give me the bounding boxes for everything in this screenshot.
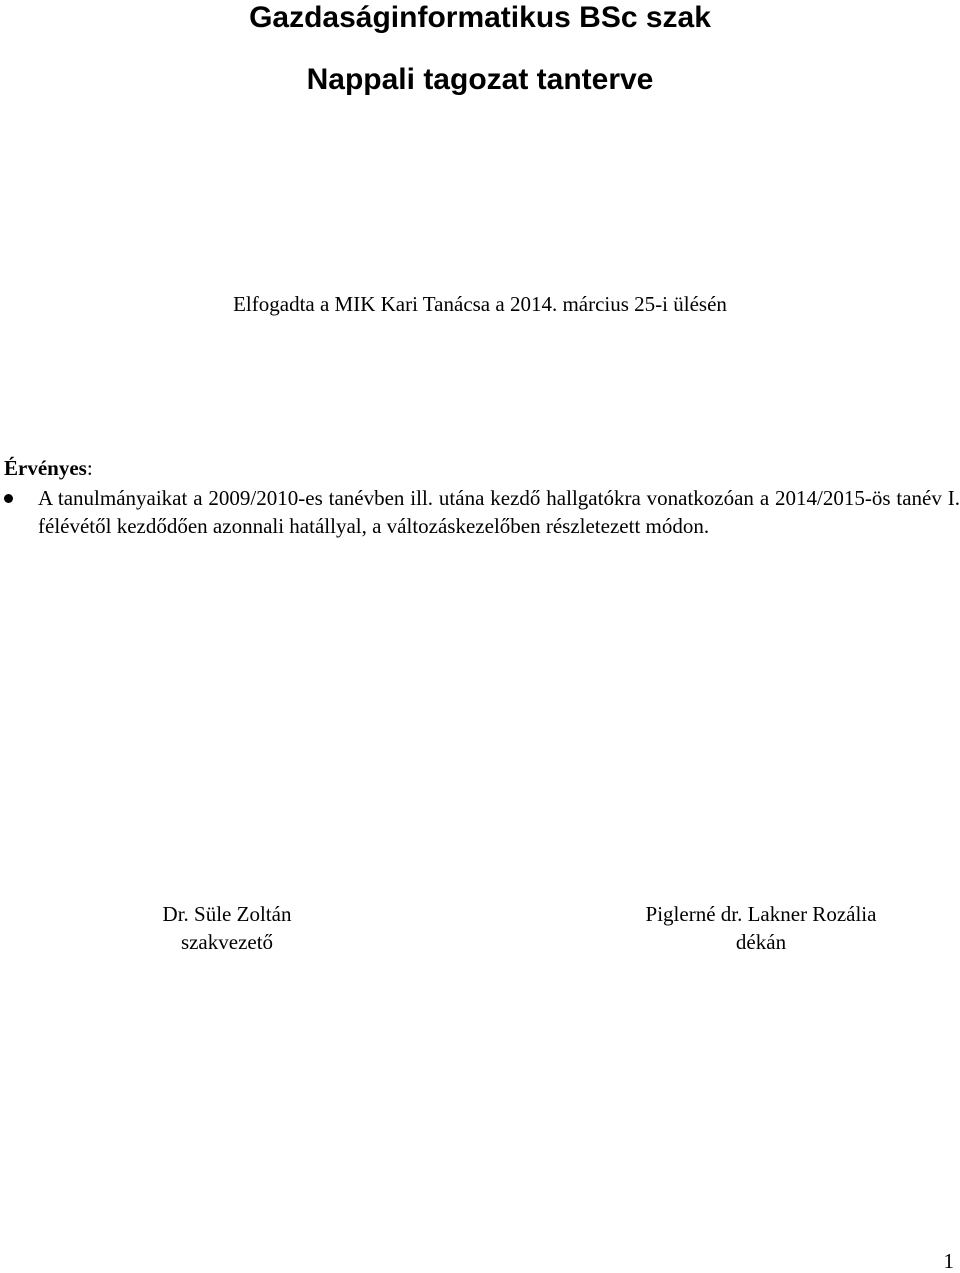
signer-role: dékán	[735, 930, 787, 954]
signer-name: Dr. Süle Zoltán	[162, 902, 292, 926]
signer-name: Piglerné dr. Lakner Rozália	[645, 902, 877, 926]
document-title: Gazdaságinformatikus BSc szak	[249, 1, 711, 34]
validity-heading	[4, 454, 93, 482]
signature-right	[610, 900, 912, 956]
page-number: 1	[943, 1249, 954, 1273]
bullet-icon	[4, 494, 13, 503]
validity-item-text: A tanulmányaikat a 2009/2010-es tanévben ill. utána kezdő hallgatókra vonatkozóan a 2014/2015-ös tanév I. félévétől kezdődően azonnali hatállyal, a változáskezelőben részletezett módon.	[38, 486, 960, 538]
document-subtitle: Nappali tagozat tanterve	[306, 63, 654, 96]
validity-label: Érvényes	[4, 456, 87, 480]
signature-left	[127, 900, 327, 956]
signer-role: szakvezető	[180, 930, 274, 954]
validity-list	[0, 484, 960, 540]
list-item	[0, 484, 960, 540]
validity-label-suffix: :	[86, 456, 93, 480]
approval-note: Elfogadta a MIK Kari Tanácsa a 2014. március 25-i ülésén	[233, 292, 727, 316]
